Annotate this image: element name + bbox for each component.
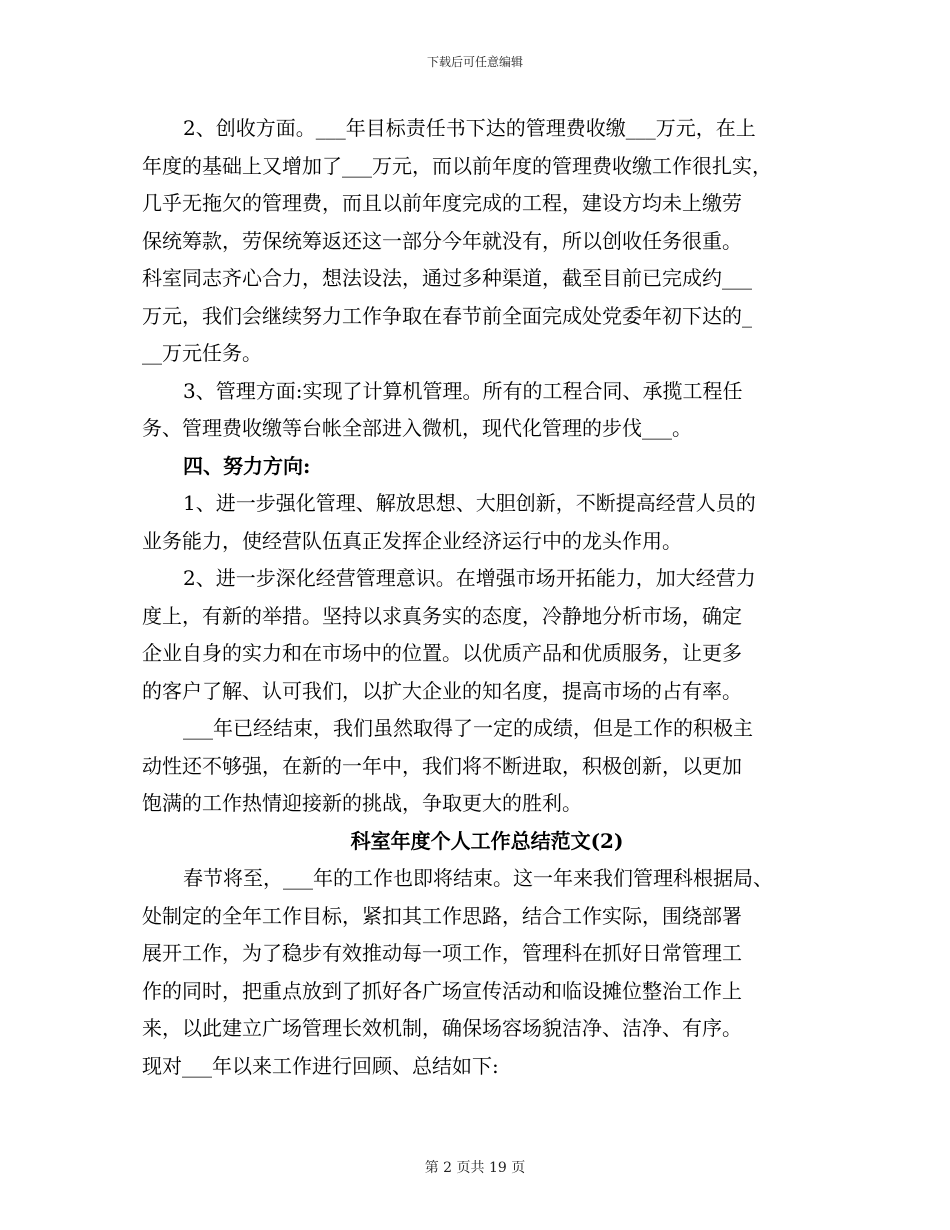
paragraph-line: __万元任务。 <box>142 341 262 365</box>
paragraph-line: 处制定的全年工作目标，紧扣其工作思路，结合工作实际，围绕部署 <box>142 903 742 928</box>
section-heading: 四、努力方向: <box>183 453 311 478</box>
paragraph-line: 春节将至，___年的工作也即将结束。这一年来我们管理科根据局、 <box>183 866 773 890</box>
paragraph-line: 来，以此建立广场管理长效机制，确保场容场貌洁净、洁净、有序。 <box>142 1016 742 1040</box>
paragraph-line: 作的同时，把重点放到了抓好各广场宣传活动和临设摊位整治工作上 <box>142 978 742 1003</box>
paragraph-line: 万元，我们会继续努力工作争取在春节前全面完成处党委年初下达的_ <box>142 303 752 328</box>
paragraph-line: 展开工作，为了稳步有效推动每一项工作，管理科在抓好日常管理工 <box>142 941 742 965</box>
paragraph-line: 动性还不够强，在新的一年中，我们将不断进取，积极创新，以更加 <box>142 753 742 778</box>
paragraph-line: 业务能力，使经营队伍真正发挥企业经济运行中的龙头作用。 <box>142 528 682 553</box>
paragraph-line: ___年已经结束，我们虽然取得了一定的成绩，但是工作的积极主 <box>183 716 753 740</box>
paragraph-line: 几乎无拖欠的管理费，而且以前年度完成的工程，建设方均未上缴劳 <box>142 191 742 215</box>
paragraph-line: 度上，有新的举措。坚持以求真务实的态度，冷静地分析市场，确定 <box>142 603 742 628</box>
paragraph-line: 2、进一步深化经营管理意识。在增强市场开拓能力，加大经营力 <box>183 566 756 590</box>
paragraph-line: 1、进一步强化管理、解放思想、大胆创新，不断提高经营人员的 <box>183 491 756 515</box>
paragraph-line: 年度的基础上又增加了___万元，而以前年度的管理费收缴工作很扎实， <box>142 153 772 178</box>
paragraph-line: 现对___年以来工作进行回顾、总结如下: <box>142 1053 499 1078</box>
paragraph-line: 企业自身的实力和在市场中的位置。以优质产品和优质服务，让更多 <box>142 641 742 665</box>
paragraph-line: 科室同志齐心合力，想法设法，通过多种渠道，截至目前已完成约___ <box>142 266 752 290</box>
document-title: 科室年度个人工作总结范文(2) <box>350 828 624 853</box>
page-footer: 第 2 页共 19 页 <box>424 1160 526 1176</box>
document-body <box>142 110 822 1085</box>
paragraph-line: 2、创收方面。___年目标责任书下达的管理费收缴___万元，在上 <box>183 116 756 140</box>
paragraph-line: 饱满的工作热情迎接新的挑战，争取更大的胜利。 <box>142 791 582 815</box>
paragraph-line: 保统筹款，劳保统筹返还这一部分今年就没有，所以创收任务很重。 <box>142 228 742 253</box>
paragraph-line: 3、管理方面:实现了计算机管理。所有的工程合同、承揽工程任 <box>183 378 743 403</box>
page-header: 下载后可任意编辑 <box>426 55 523 69</box>
paragraph-line: 务、管理费收缴等台帐全部进入微机，现代化管理的步伐___。 <box>142 416 692 440</box>
paragraph-line: 的客户了解、认可我们，以扩大企业的知名度，提高市场的占有率。 <box>142 678 742 703</box>
